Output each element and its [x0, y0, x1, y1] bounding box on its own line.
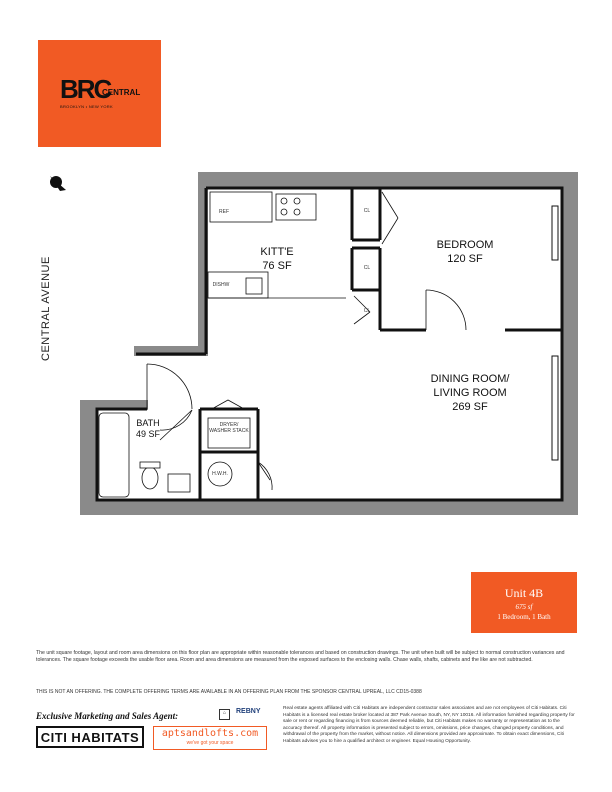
logo-subtitle: CENTRAL [102, 88, 141, 97]
closet-label-3: CL [363, 308, 371, 314]
closet-label-2: CL [363, 265, 371, 271]
aptsandlofts-name: aptsandlofts.com [161, 728, 259, 739]
bedroom-name: BEDROOM [436, 239, 494, 251]
marketing-label: Exclusive Marketing and Sales Agent: [36, 711, 179, 721]
offering-notice: THIS IS NOT AN OFFERING. THE COMPLETE OFFERING TERMS ARE AVAILABLE IN AN OFFERING PLAN FROM THE SPONSOR CENTRAL UPREAL, LLC CD15-0388 [36, 689, 422, 695]
logo-mark: BRC [60, 74, 111, 104]
interior-walls [97, 188, 562, 500]
washer-label: DRYER/ WASHER STACK [209, 422, 249, 434]
closet-label-1: CL [363, 208, 371, 214]
agent-disclaimer: Real estate agents affiliated with Citi Habitats are independent contractor sales associates and are not employees of Citi Habitats. Citi Habitats is a licensed real estate broker located at 387 Park Avenue South, NY, NY 10016. All information furnished regarding property for sale or rent or regarding financing is from sources deemed reliable, but Citi Habitats makes no warranty or representation as to the accuracy thereof. All property information is presented subject to errors, omissions, price changes, changed property conditions, and withdrawal of the property from the market, without notice. All dimensions provided are approximate. To obtain exact dimensions, Citi Habitats advises you to hire a qualified architect or engineer. Equal Housing Opportunity. [283, 706, 575, 744]
bedroom-area: 120 SF [447, 253, 483, 265]
windows [552, 206, 558, 460]
doors [147, 192, 466, 490]
street-label: CENTRAL AVENUE [40, 256, 52, 361]
unit-type: 1 Bedroom, 1 Bath [497, 613, 551, 621]
kitchen-label [242, 245, 312, 273]
unit-info-box [471, 572, 577, 633]
aptsandlofts-logo [153, 726, 267, 750]
living-name-2: LIVING ROOM [433, 387, 507, 399]
living-label [420, 372, 520, 414]
dishwasher-label: DISHW [212, 282, 230, 288]
aptsandlofts-tagline: we've got your space [186, 740, 234, 746]
water-heater-label: H.W.H. [212, 471, 228, 477]
kitchen-name: KITT'E [260, 246, 294, 258]
bath-label [126, 418, 170, 440]
north-arrow-icon [50, 176, 66, 191]
disclaimer-text: The unit square footage, layout and room area dimensions on this floor plan are appropriate within reasonable tolerances and based on construction drawings. The unit when built will be subject to normal construction variances and tolerances. The square footage exceeds the usable floor area. Room and area dimensions are measured from the exposed surfaces to the enclosing walls. Chase walls, shafts, cabinets and the like are not subtracted. [36, 650, 565, 663]
logo-location: BROOKLYN • NEW YORK [60, 104, 113, 109]
living-area: 269 SF [452, 401, 488, 413]
living-name-1: DINING ROOM/ [430, 373, 510, 385]
equal-housing-icon: ⌂ [219, 709, 230, 720]
bath-name: BATH [136, 418, 160, 428]
unit-title: Unit 4B [504, 586, 544, 600]
unit-square-feet: 675 sf [515, 603, 533, 611]
bath-area: 49 SF [135, 429, 160, 439]
bedroom-label [425, 238, 505, 266]
rebny-logo: REBNY [236, 708, 261, 715]
ref-label: REF [219, 209, 229, 215]
citi-habitats-logo: CITI HABITATS [36, 726, 144, 748]
kitchen-area: 76 SF [262, 260, 292, 272]
